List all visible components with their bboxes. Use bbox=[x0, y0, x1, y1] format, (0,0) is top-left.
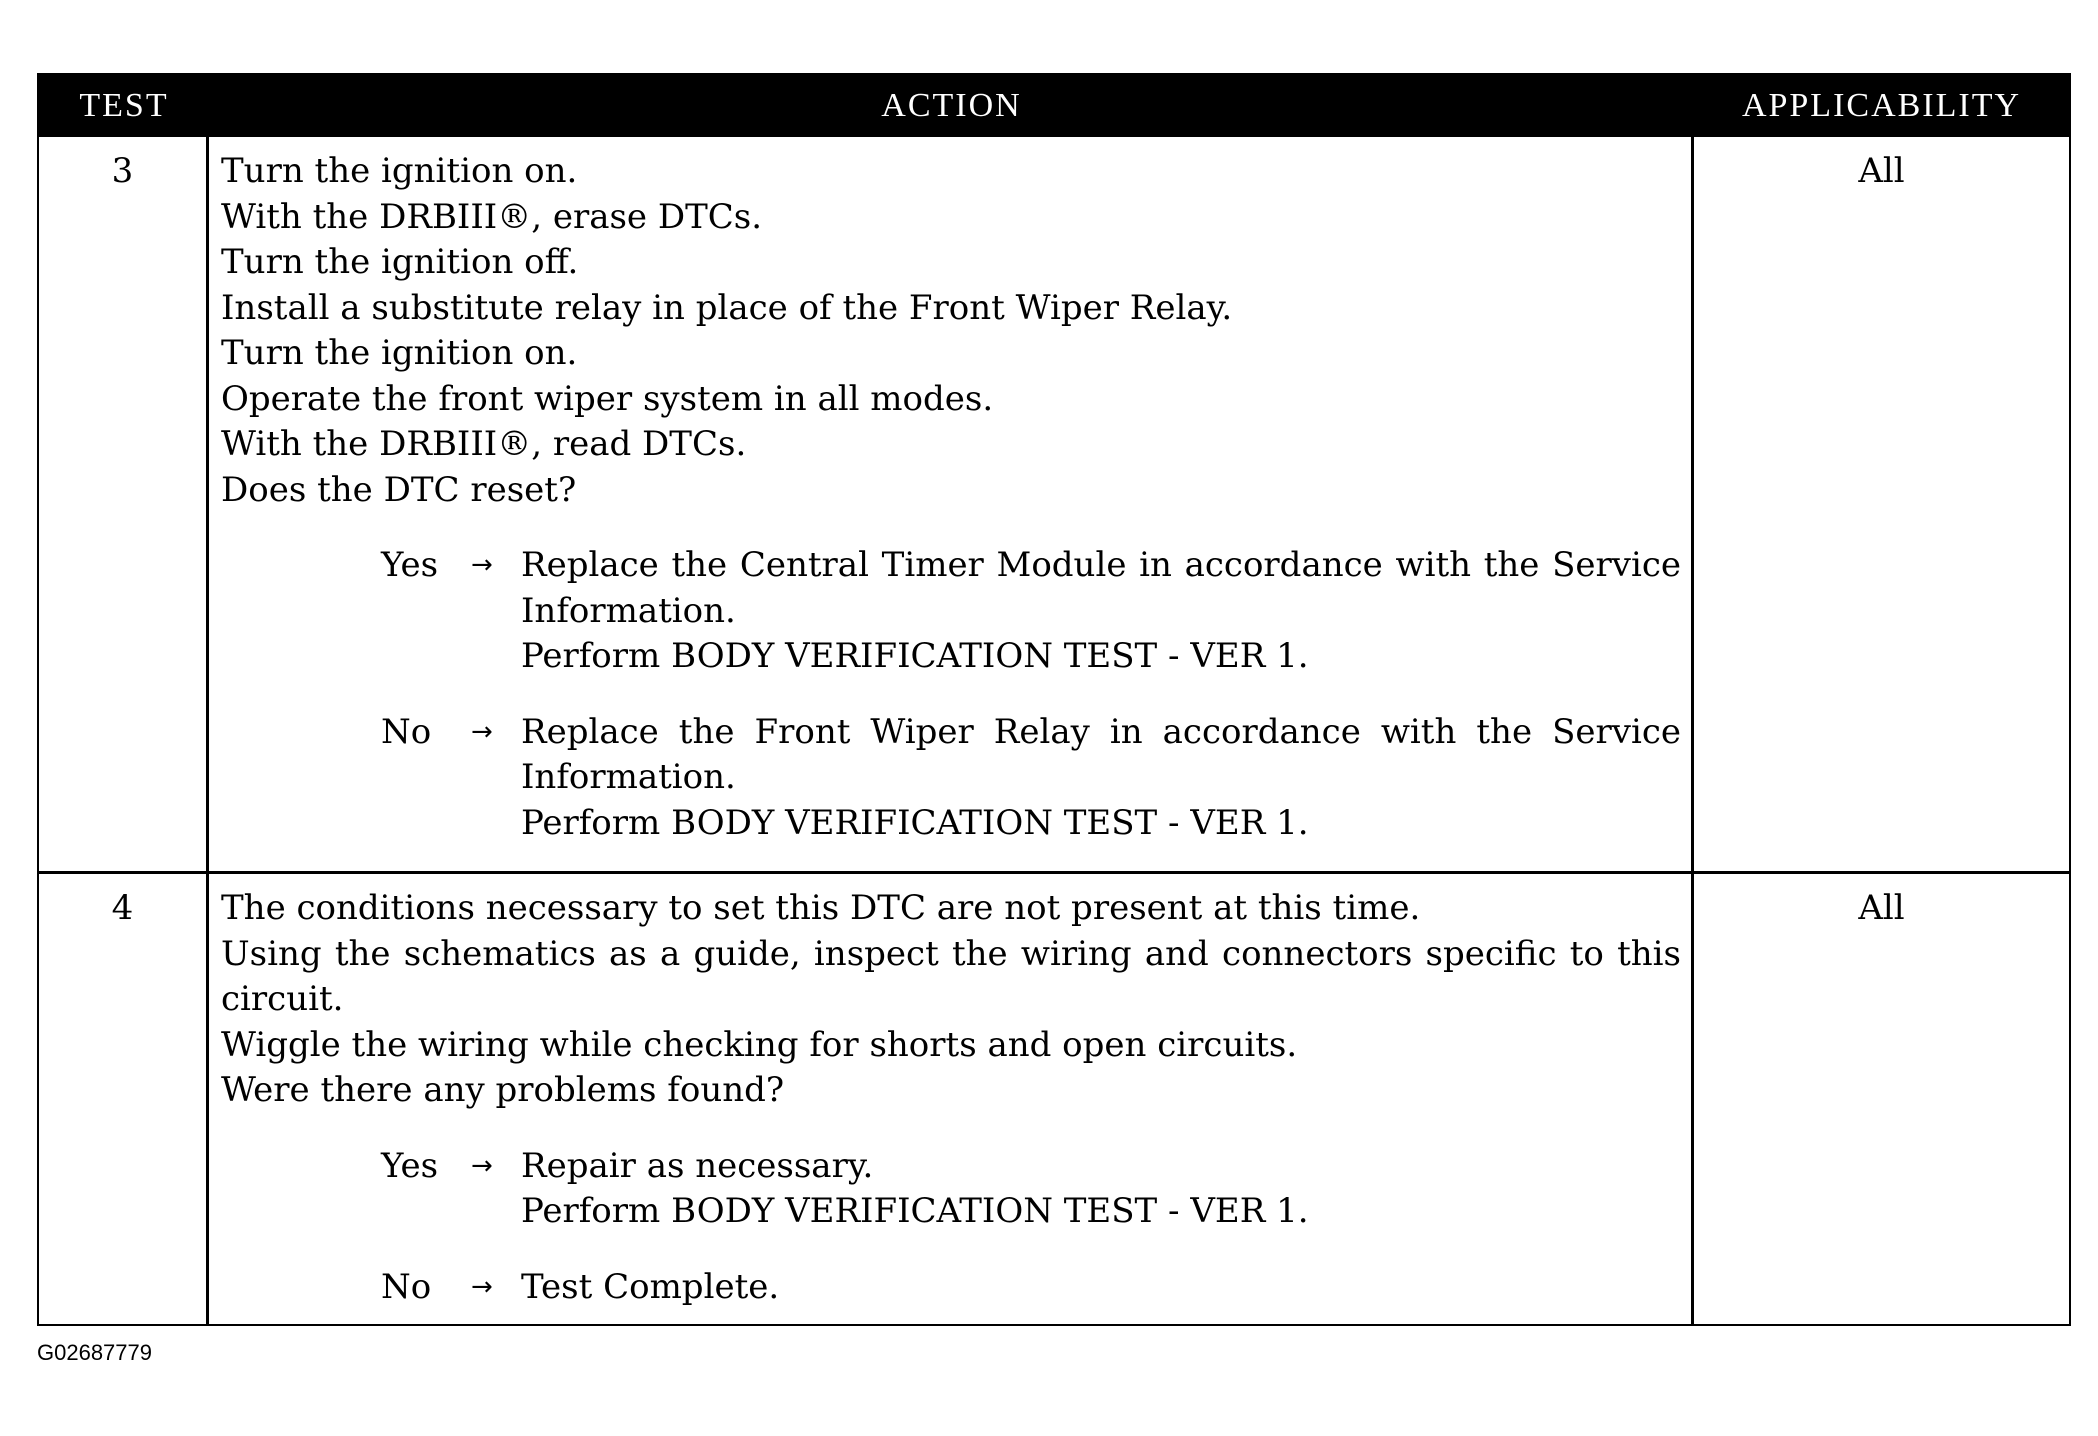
action-step: Using the schematics as a guide, inspect the wiring and connectors specific to this bbox=[221, 933, 1681, 974]
figure-id: G02687779 bbox=[37, 1340, 152, 1365]
yes-result bbox=[521, 1144, 1681, 1235]
action-step: Turn the ignition on. bbox=[221, 333, 578, 373]
action-step: With the DRBIII®, read DTCs. bbox=[221, 424, 747, 464]
arrow-right-icon: → bbox=[471, 1150, 493, 1181]
table-row-test-4 bbox=[39, 871, 2069, 1324]
action-step: The conditions necessary to set this DTC are not present at this time. bbox=[221, 888, 1421, 928]
no-branch bbox=[381, 1265, 1681, 1311]
table-row-test-3 bbox=[39, 137, 2069, 871]
header-applicability: APPLICABILITY bbox=[1741, 87, 2022, 124]
yes-branch bbox=[381, 543, 1681, 680]
result-line: Test Complete. bbox=[521, 1266, 780, 1307]
action-step: With the DRBIII®, erase DTCs. bbox=[221, 196, 763, 237]
no-result bbox=[521, 710, 1681, 847]
action-step: Does the DTC reset? bbox=[221, 469, 577, 510]
yes-label: Yes bbox=[381, 1145, 439, 1186]
arrow-right-icon: → bbox=[471, 716, 493, 747]
action-step: Operate the front wiper system in all modes. bbox=[221, 378, 994, 419]
action-cell bbox=[209, 874, 1694, 1324]
result-line: Perform BODY VERIFICATION TEST - VER 1. bbox=[521, 636, 1309, 676]
no-result bbox=[521, 1265, 1681, 1311]
no-label: No bbox=[381, 711, 432, 752]
table-header bbox=[39, 75, 2069, 137]
yes-label: Yes bbox=[381, 545, 439, 585]
action-step: Turn the ignition off. bbox=[221, 242, 579, 282]
no-branch bbox=[381, 710, 1681, 847]
action-step: Wiggle the wiring while checking for shorts and open circuits. bbox=[221, 1024, 1298, 1065]
action-step: Were there any problems found? bbox=[221, 1070, 785, 1110]
test-number: 3 bbox=[39, 137, 209, 871]
yes-result bbox=[521, 543, 1681, 680]
result-line: Information. bbox=[521, 757, 736, 797]
action-step: circuit. bbox=[221, 979, 344, 1019]
test-number: 4 bbox=[39, 874, 209, 1324]
result-line: Perform BODY VERIFICATION TEST - VER 1. bbox=[521, 802, 1309, 843]
no-label: No bbox=[381, 1266, 432, 1307]
header-action: ACTION bbox=[881, 87, 1022, 124]
arrow-right-icon: → bbox=[471, 1271, 493, 1302]
result-line: Information. bbox=[521, 590, 736, 631]
header-test: TEST bbox=[79, 87, 169, 124]
result-line: Perform BODY VERIFICATION TEST - VER 1. bbox=[521, 1191, 1309, 1231]
action-step: Install a substitute relay in place of the Front Wiper Relay. bbox=[221, 287, 1233, 328]
result-line: Replace the Central Timer Module in accordance with the Service bbox=[521, 545, 1681, 585]
diagnostic-table bbox=[37, 73, 2071, 1326]
applicability-value: All bbox=[1858, 151, 1905, 191]
yes-branch bbox=[381, 1144, 1681, 1235]
arrow-right-icon: → bbox=[471, 550, 493, 580]
action-cell bbox=[209, 137, 1694, 871]
result-line: Replace the Front Wiper Relay in accordance with the Service bbox=[521, 711, 1681, 752]
result-line: Repair as necessary. bbox=[521, 1145, 874, 1186]
action-step: Turn the ignition on. bbox=[221, 151, 578, 191]
applicability-value: All bbox=[1858, 888, 1905, 928]
